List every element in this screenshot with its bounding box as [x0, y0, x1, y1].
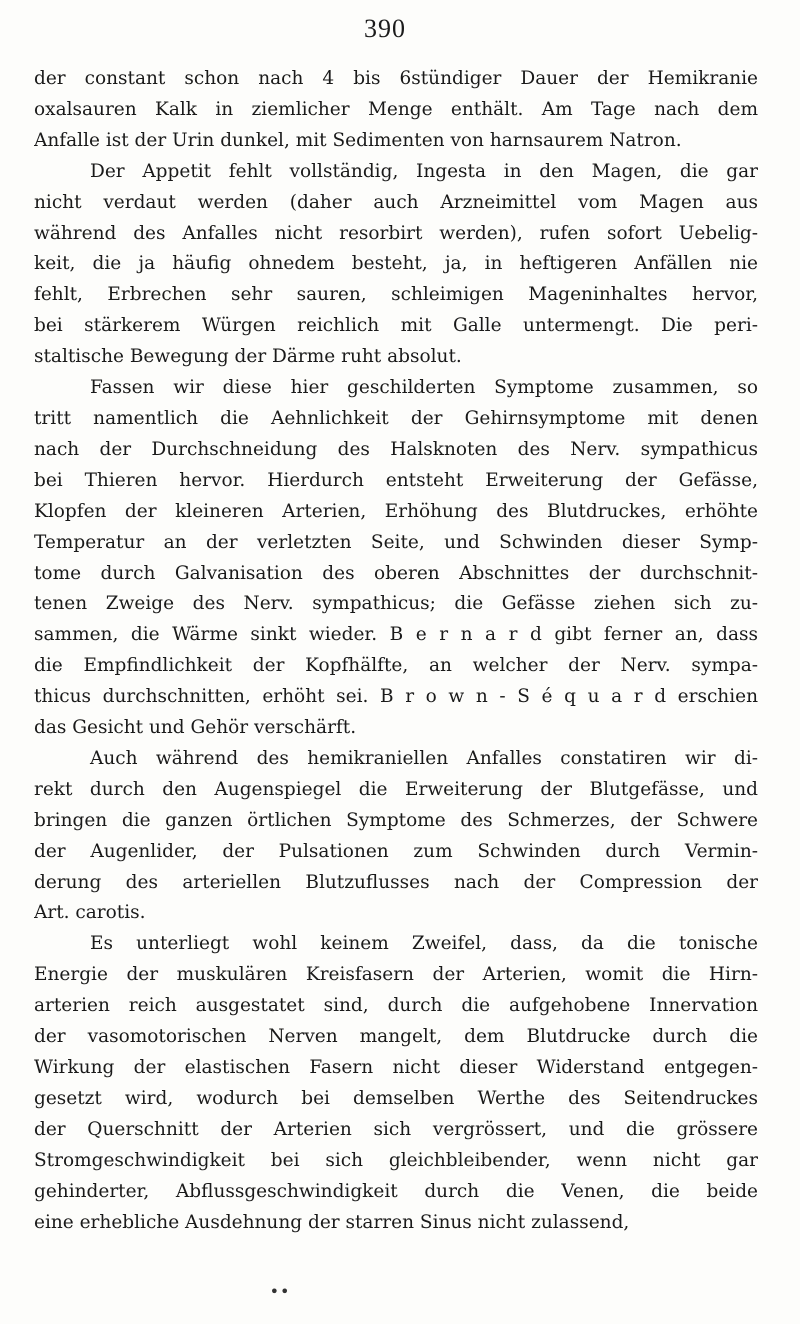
text-line: fehlt, Erbrechen sehr sauren, schleimigen Mageninhaltes hervor, — [34, 284, 758, 306]
text-line: keit, die ja häufig ohnedem besteht, ja, in heftigeren Anfällen nie — [34, 253, 758, 275]
text-line: rekt durch den Augenspiegel die Erweiterung der Blutgefässe, und — [34, 778, 758, 800]
text-line: der Augenlider, der Pulsationen zum Schwinden durch Vermin- — [34, 840, 758, 862]
text-line: tome durch Galvanisation des oberen Abschnittes der durchschnit- — [34, 562, 758, 584]
paragraph — [34, 373, 758, 744]
text-line: staltische Bewegung der Därme ruht absolut. — [34, 346, 462, 368]
text-line: eine erhebliche Ausdehnung der starren Sinus nicht zulassend, — [34, 1211, 630, 1233]
text-line: der constant schon nach 4 bis 6stündiger Dauer der Hemikranie — [34, 68, 758, 89]
text-line: die Empfindlichkeit der Kopfhälfte, an welcher der Nerv. sympa- — [34, 655, 758, 677]
text-line: Klopfen der kleineren Arterien, Erhöhung des Blutdruckes, erhöhte — [34, 500, 758, 522]
text-line: tenen Zweige des Nerv. sympathicus; die Gefässe ziehen sich zu- — [34, 593, 758, 615]
text-line: bei stärkerem Würgen reichlich mit Galle untermengt. Die peri- — [34, 315, 758, 337]
text-line: gehinderter, Abflussgeschwindigkeit durch die Venen, die beide — [34, 1180, 758, 1202]
text-line: bringen die ganzen örtlichen Symptome des Schmerzes, der Schwere — [34, 809, 758, 831]
text-line: nicht verdaut werden (daher auch Arzneimittel vom Magen aus — [34, 191, 758, 213]
page-number: 390 — [364, 14, 406, 43]
text-line: derung des arteriellen Blutzuflusses nach der Compression der — [34, 871, 758, 893]
paragraph — [34, 157, 758, 373]
text-line: Auch während des hemikraniellen Anfalles constatiren wir di- — [90, 747, 758, 769]
text-line: Wirkung der elastischen Fasern nicht dieser Widerstand entgegen- — [34, 1057, 758, 1078]
text-line: gesetzt wird, wodurch bei demselben Werthe des Seitendruckes — [34, 1087, 758, 1109]
text-line: Anfalle ist der Urin dunkel, mit Sedimenten von harnsaurem Natron. — [34, 129, 682, 151]
text-line: Fassen wir diese hier geschilderten Symptome zusammen, so — [90, 377, 758, 399]
text-line: tritt namentlich die Aehnlichkeit der Gehirnsymptome mit denen — [34, 407, 758, 429]
text-line: Temperatur an der verletzten Seite, und Schwinden dieser Symp- — [34, 531, 758, 553]
text-line: thicus durchschnitten, erhöht sei. B r o w n - S é q u a r d erschien — [34, 686, 758, 708]
text-line: bei Thieren hervor. Hierdurch entsteht Erweiterung der Gefässe, — [34, 469, 758, 491]
text-line: Energie der muskulären Kreisfasern der Arterien, womit die Hirn- — [34, 964, 758, 986]
text-line: Der Appetit fehlt vollständig, Ingesta in den Magen, die gar — [90, 160, 758, 182]
text-line: der vasomotorischen Nerven mangelt, dem Blutdrucke durch die — [34, 1026, 758, 1048]
body-text — [34, 64, 758, 1238]
text-line: Art. carotis. — [34, 902, 146, 924]
text-line: sammen, die Wärme sinkt wieder. B e r n a r d gibt ferner an, dass — [34, 624, 758, 646]
text-line: der Querschnitt der Arterien sich vergrössert, und die grössere — [34, 1118, 758, 1140]
text-line: während des Anfalles nicht resorbirt werden), rufen sofort Uebelig- — [34, 222, 758, 244]
text-line: das Gesicht und Gehör verschärft. — [34, 717, 357, 739]
text-line: nach der Durchschneidung des Halsknoten des Nerv. sympathicus — [34, 438, 758, 460]
text-line: Stromgeschwindigkeit bei sich gleichbleibender, wenn nicht gar — [34, 1149, 758, 1171]
paragraph — [34, 744, 758, 929]
paragraph — [34, 64, 758, 157]
text-line: Es unterliegt wohl keinem Zweifel, dass, da die tonische — [90, 933, 758, 955]
text-line: oxalsauren Kalk in ziemlicher Menge enthält. Am Tage nach dem — [34, 98, 758, 120]
footer-mark: •• — [269, 1282, 291, 1301]
text-line: arterien reich ausgestatet sind, durch die aufgehobene Innervation — [34, 995, 758, 1017]
paragraph — [34, 929, 758, 1238]
